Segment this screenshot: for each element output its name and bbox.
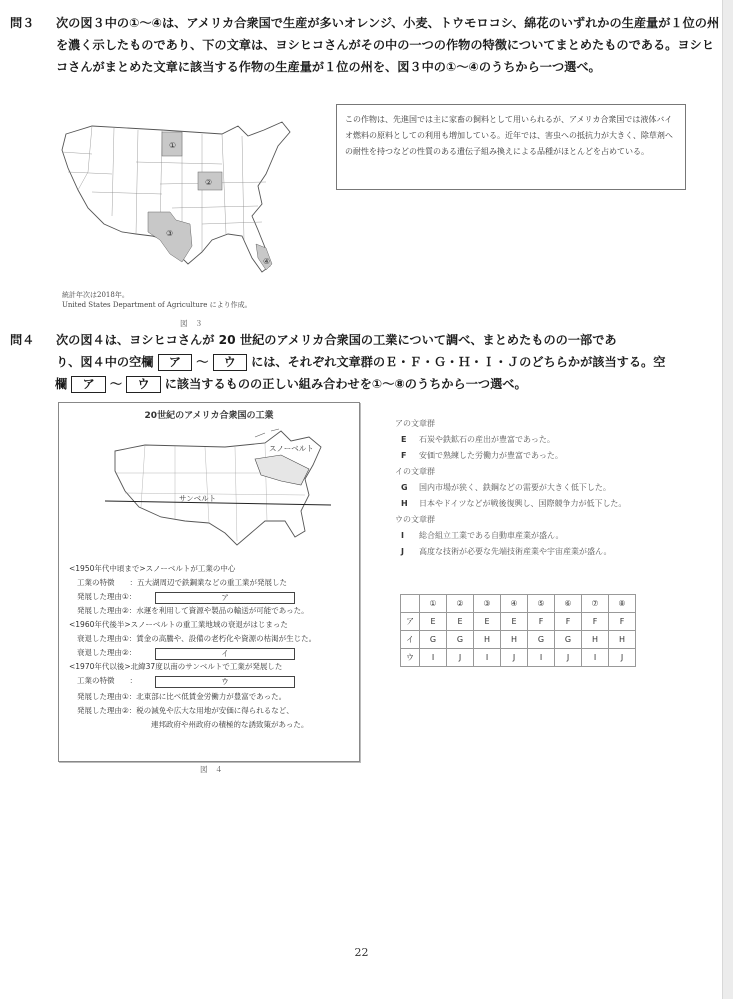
poster-line-decline-2: 衰退した理由②： [77,648,137,657]
table-cell: E [447,613,474,631]
statement-f: F 安価で熟練した労働力が豊富であった。 [401,451,563,460]
table-cell: J [555,649,582,667]
choice-table [400,594,636,667]
poster-line-develop-1: 発展した理由①：北東部に比べ低賃金労働力が豊富であった。 [77,692,287,701]
blank-u-box: ウ [213,354,247,371]
sunbelt-label: サンベルト [179,494,217,503]
map-marker-4: ④ [263,257,271,266]
table-header-row [401,595,636,613]
table-cell: H [474,631,501,649]
poster-line-decline-1: 衰退した理由①：賃金の高騰や、設備の老朽化や資源の枯渇が生じた。 [77,634,317,643]
blank-a-box: ア [158,354,192,371]
table-cell: H [609,631,636,649]
question-4-line-2: り、図４中の空欄 ア ～ ウ には、それぞれ文章群のＥ・Ｆ・Ｇ・Ｈ・Ｉ・Ｊのどちらかが該当する。空 [56,355,666,369]
table-cell: G [447,631,474,649]
question-4 [10,329,720,395]
table-cell: ① [420,595,447,613]
table-row [401,649,636,667]
question-3-text: 次の図３中の①～④は、アメリカ合衆国で生産が多いオレンジ、小麦、トウモロコシ、綿花のいずれかの生産量が１位の州を濃く示したものであり、下の文章は、ヨシヒコさんがその中の一つの作物の特徴についてまとめたものである。ヨシヒコさんがまとめた文章に該当する作物の生産量が１位の州を、図３中の①～④のうちから一つ選べ。 [56,16,720,74]
statement-e: E 石炭や鉄鉱石の産出が豊富であった。 [401,435,555,444]
question-4-number: 問４ [10,333,35,347]
statement-g: G 国内市場が狭く、鉄鋼などの需要が大きく低下した。 [401,483,611,492]
poster-line-reason-1: 発展した理由①： [77,592,137,601]
table-cell: G [420,631,447,649]
question-3-number: 問３ [10,16,35,30]
question-4-line-1: 次の図４は、ヨシヒコさんが 20 世紀のアメリカ合衆国の工業について調べ、まとめたものの一部であ [56,333,617,347]
table-cell: ③ [474,595,501,613]
group-a-title: アの文章群 [395,419,435,428]
map-marker-3: ③ [166,229,174,238]
table-cell: I [582,649,609,667]
map-marker-1: ① [169,141,177,150]
table-cell: I [528,649,555,667]
snowbelt-label: スノーベルト [269,444,314,453]
table-cell: ⑥ [555,595,582,613]
table-cell: ② [447,595,474,613]
poster-line-feature-1: 工業の特徴 ：五大湖周辺で鉄鋼業などの重工業が発展した [77,578,287,587]
table-cell: J [447,649,474,667]
table-cell: イ [401,631,420,649]
group-i-title: イの文章群 [395,467,435,476]
table-cell: G [528,631,555,649]
table-cell: ⑦ [582,595,609,613]
table-cell: I [420,649,447,667]
table-cell: J [609,649,636,667]
table-cell: F [555,613,582,631]
table-cell: F [609,613,636,631]
table-cell: J [501,649,528,667]
table-cell: ④ [501,595,528,613]
table-cell: E [474,613,501,631]
table-cell: ウ [401,649,420,667]
table-row [401,631,636,649]
poster-blank-i: イ [155,648,295,660]
poster-line-reason-2: 発展した理由②：水運を利用して資源や製品の輸送が可能であった。 [77,606,309,615]
table-cell [401,595,420,613]
table-cell: ⑤ [528,595,555,613]
figure-3-note-year: 統計年次は2018年。 [62,291,129,299]
table-cell: I [474,649,501,667]
poster-line-1960: <1960年代後半>スノーベルトの重工業地域の衰退がはじまった [69,620,288,629]
statement-j: J 高度な技術が必要な先端技術産業や宇宙産業が盛ん。 [401,547,612,556]
table-cell: E [420,613,447,631]
statement-i: I 総合組立工業である自動車産業が盛ん。 [401,531,564,540]
scrollbar[interactable] [722,0,733,999]
table-cell: H [582,631,609,649]
question-3 [10,12,720,78]
poster-title: 20世紀のアメリカ合衆国の工業 [144,411,274,421]
question-3-passage: この作物は、先進国では主に家畜の飼料として用いられるが、アメリカ合衆国では液体バイオ燃料の原料としての利用も増加している。近年では、害虫への抵抗力が大きく、除草剤への耐性を持つなどの性質のある遺伝子組み換えによる品種がほとんどを占めている。 [336,104,686,190]
table-cell: H [501,631,528,649]
figure-4-poster [58,402,360,762]
table-cell: ア [401,613,420,631]
blank-u-box-2: ウ [126,376,160,393]
poster-blank-a: ア [155,592,295,604]
group-u-title: ウの文章群 [395,515,435,524]
poster-line-feature-2: 工業の特徴 ： [77,676,137,685]
poster-line-develop-3: 連邦政府や州政府の積極的な誘致策があった。 [151,720,309,729]
table-cell: E [501,613,528,631]
poster-line-develop-2: 発展した理由②：税の減免や広大な用地が安価に得られるなど、 [77,706,294,715]
question-4-line-3: 欄 ア ～ ウ に該当するものの正しい組み合わせを①～⑧のうちから一つ選べ。 [55,377,527,391]
map-marker-2: ② [205,178,213,187]
poster-line-1950: <1950年代中頃まで>スノーベルトが工業の中心 [69,564,236,573]
poster-blank-u: ウ [155,676,295,688]
table-cell: F [582,613,609,631]
figure-3-note-source: United States Department of Agriculture により作成。 [62,301,252,309]
page-number: 22 [354,946,369,959]
figure-4-label: 図 ４ [200,765,223,774]
blank-a-box-2: ア [71,376,105,393]
table-cell: G [555,631,582,649]
poster-us-map [105,421,335,551]
table-cell: F [528,613,555,631]
poster-line-1970: <1970年代以後>北緯37度以南のサンベルトで工業が発展した [69,662,283,671]
figure-3-label: 図 ３ [180,319,203,328]
statement-h: H 日本やドイツなどが戦後復興し、国際競争力が低下した。 [401,499,627,508]
table-row [401,613,636,631]
figure-3-us-map [52,112,302,282]
table-cell: ⑧ [609,595,636,613]
